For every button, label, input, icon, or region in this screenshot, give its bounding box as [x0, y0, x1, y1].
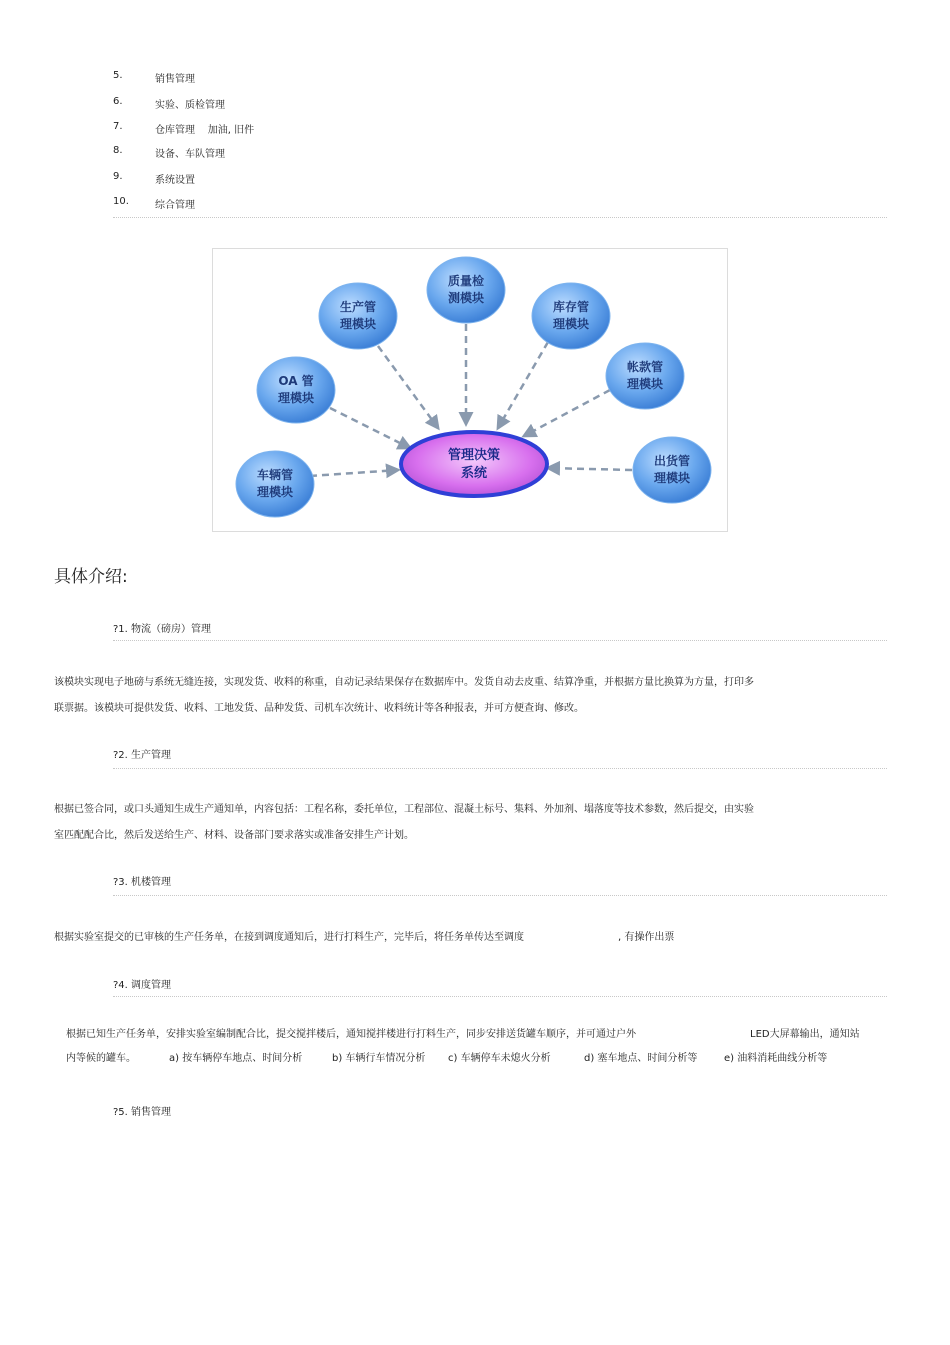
svg-text:帐款管: 帐款管 — [626, 360, 664, 374]
paragraph-line: 根据实验室提交的已审核的生产任务单，在接到调度通知后，进行打料生产，完毕后，将任务单传达至调度 — [54, 932, 524, 943]
svg-text:OA 管: OA 管 — [278, 374, 314, 388]
arrow — [310, 470, 398, 476]
svg-text:生产管: 生产管 — [339, 300, 377, 314]
paragraph-line: 根据已知生产任务单，安排实验室编制配合比，提交搅拌楼后，通知搅拌楼进行打料生产，同步安排送货罐车顺序，并可通过户外 — [66, 1029, 636, 1040]
list-item: e) 油料消耗曲线分析等 — [724, 1053, 828, 1064]
paragraph-line: 根据已签合同，或口头通知生成生产通知单，内容包括：工程名称，委托单位，工程部位、混凝土标号、集料、外加剂、塌落度等技术参数，然后提交，由实验 — [54, 804, 754, 815]
svg-text:理模块: 理模块 — [277, 391, 315, 405]
arrow — [330, 408, 410, 448]
divider — [113, 996, 887, 997]
list-item: d) 塞车地点、时间分析等 — [584, 1053, 698, 1064]
sub-heading: ?1. 物流（磅房）管理 — [113, 624, 212, 635]
module-node — [236, 451, 314, 517]
module-node — [532, 283, 610, 349]
svg-text:出货管: 出货管 — [653, 454, 691, 468]
center-label: 管理决策 — [447, 448, 501, 463]
sub-heading: ?2. 生产管理 — [113, 750, 172, 761]
svg-text:测模块: 测模块 — [447, 291, 485, 305]
module-node — [257, 357, 335, 423]
svg-text:库存管: 库存管 — [552, 300, 590, 314]
sub-heading: ?5. 销售管理 — [113, 1107, 172, 1118]
arrow — [378, 346, 438, 428]
module-node — [319, 283, 397, 349]
paragraph-line: 联票据。该模块可提供发货、收料、工地发货、品种发货、司机车次统计、收料统计等各种报表，并可方便查询、修改。 — [54, 703, 584, 714]
svg-text:理模块: 理模块 — [552, 317, 590, 331]
paragraph-line: , 有操作出票 — [618, 932, 675, 943]
svg-text:车辆管: 车辆管 — [256, 468, 294, 482]
divider — [113, 640, 887, 641]
list-item: b) 车辆行车情况分析 — [332, 1053, 426, 1064]
module-node — [427, 257, 505, 323]
arrow — [498, 342, 548, 428]
svg-text:理模块: 理模块 — [339, 317, 377, 331]
list-item: a) 按车辆停车地点、时间分析 — [169, 1053, 303, 1064]
paragraph-line: 室匹配配合比，然后发送给生产、材料、设备部门要求落实或准备安排生产计划。 — [54, 830, 414, 841]
center-label: 系统 — [460, 466, 488, 481]
module-node — [633, 437, 711, 503]
list-item: c) 车辆停车未熄火分析 — [448, 1053, 551, 1064]
svg-text:理模块: 理模块 — [256, 485, 294, 499]
arrow — [548, 468, 632, 470]
divider — [113, 895, 887, 896]
module-diagram — [212, 248, 728, 532]
svg-text:理模块: 理模块 — [626, 377, 664, 391]
module-node — [606, 343, 684, 409]
divider — [113, 768, 887, 769]
sub-heading: ?3. 机楼管理 — [113, 877, 172, 888]
svg-text:质量检: 质量检 — [447, 274, 485, 288]
paragraph-line: 内等候的罐车。 — [66, 1053, 136, 1064]
svg-text:理模块: 理模块 — [653, 471, 691, 485]
arrow — [524, 390, 610, 436]
center-node — [401, 432, 547, 496]
paragraph-line: 该模块实现电子地磅与系统无缝连接，实现发货、收料的称重，自动记录结果保存在数据库中。发货自动去皮重、结算净重，并根据方量比换算为方量，打印多 — [54, 677, 754, 688]
paragraph-line: LED大屏幕输出，通知站 — [750, 1029, 860, 1040]
sub-heading: ?4. 调度管理 — [113, 980, 172, 991]
section-title: 具体介绍: — [54, 567, 128, 587]
divider — [113, 217, 887, 218]
